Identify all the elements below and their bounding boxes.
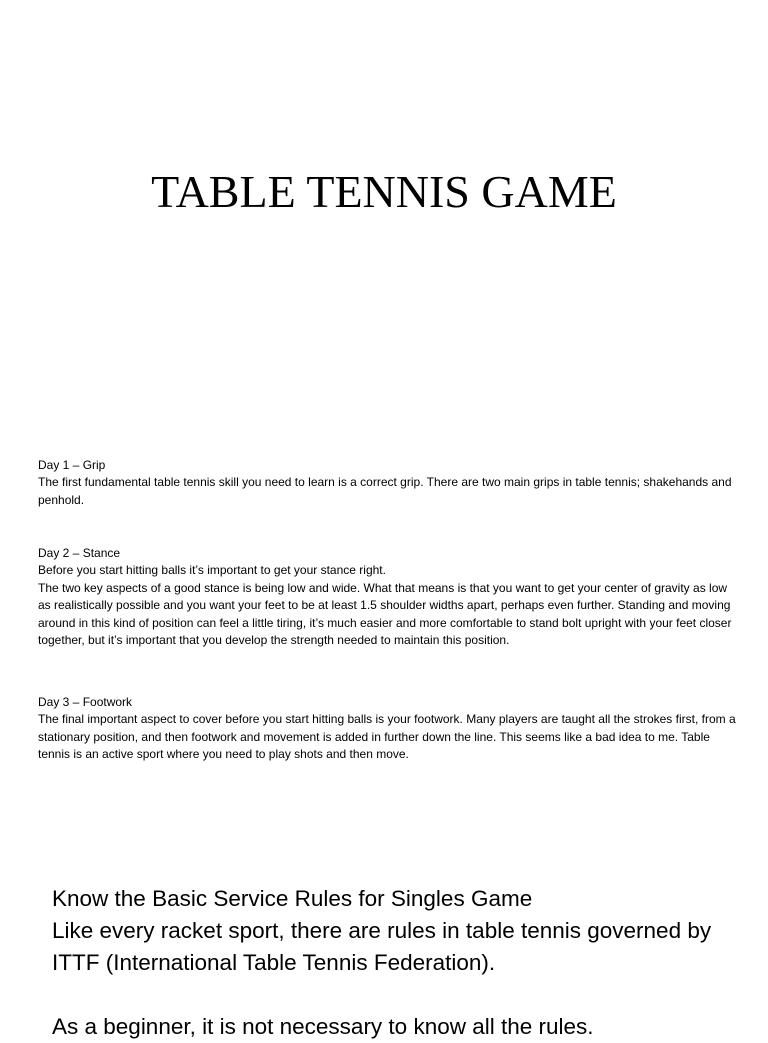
day-2-heading: Day 2 – Stance [38, 546, 121, 560]
service-rules-line-3: As a beginner, it is not necessary to know all the rules. [52, 1014, 594, 1039]
day-3-section [38, 694, 738, 764]
day-1-heading: Day 1 – Grip [38, 458, 106, 472]
service-rules-line-2: ITTF (International Table Tennis Federation). [52, 950, 496, 975]
day-1-section [38, 457, 738, 509]
day-2-paragraph-intro: Before you start hitting balls it’s important to get your stance right. [38, 563, 386, 578]
page-title: TABLE TENNIS GAME [151, 166, 617, 217]
day-3-paragraph: The final important aspect to cover before you start hitting balls is your footwork. Many players are taught all the strokes first, from a stationary position, and then footwork and movement is added in further down the line. This seems like a bad idea to me. Table tennis is an active sport where you need to play shots and then move. [38, 712, 736, 762]
paragraph-spacer [52, 979, 752, 1011]
day-2-paragraph-body: The two key aspects of a good stance is being low and wide. What that means is that you want to get your center of gravity as low as realistically possible and you want your feet to be at least 1.5 shoulder widths apart, perhaps even further. Standing and moving around in this kind of position can feel a little tiring, it’s much easier and more comfortable to stand bolt upright with your feet closer together, but it’s important that you develop the strength needed to maintain this position. [38, 580, 732, 648]
service-rules-heading: Know the Basic Service Rules for Singles Game [52, 886, 533, 911]
day-1-paragraph: The first fundamental table tennis skill you need to learn is a correct grip. There are two main grips in table tennis; shakehands and penhold. [38, 475, 732, 507]
day-3-heading: Day 3 – Footwork [38, 695, 133, 709]
day-2-section [38, 545, 738, 649]
service-rules-line-1: Like every racket sport, there are rules in table tennis governed by [52, 918, 712, 943]
service-rules-section [52, 883, 752, 1043]
